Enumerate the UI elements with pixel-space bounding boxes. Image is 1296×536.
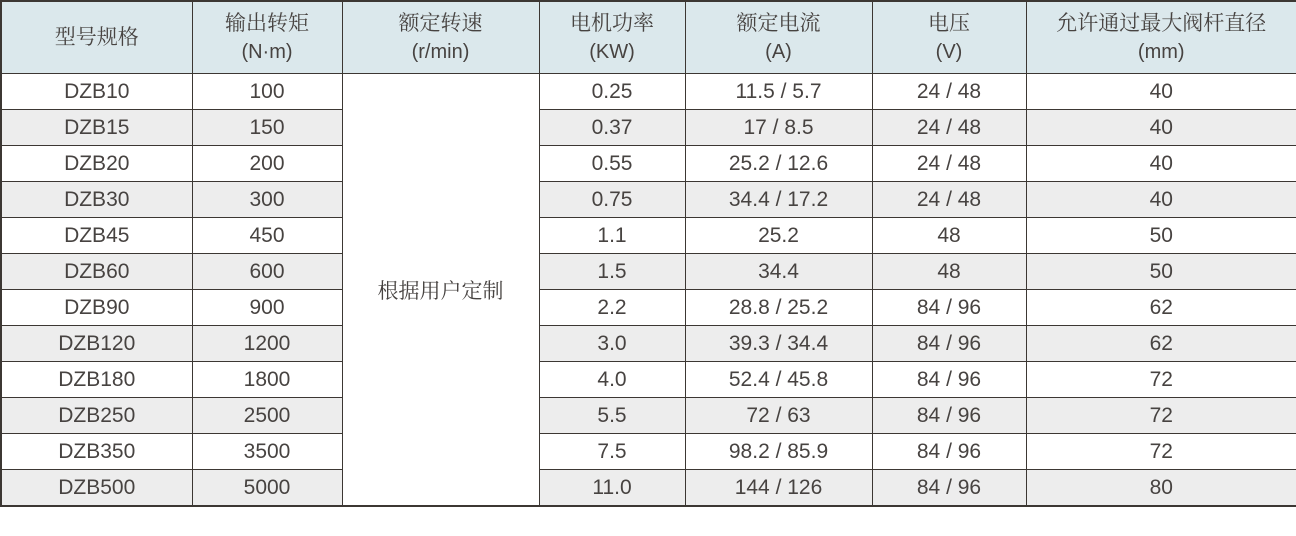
table-row bbox=[1, 326, 1296, 362]
cell-current: 34.4 / 17.2 bbox=[685, 182, 872, 218]
cell-model: DZB250 bbox=[1, 398, 192, 434]
cell-stem-diameter: 72 bbox=[1026, 434, 1296, 470]
table-row bbox=[1, 434, 1296, 470]
cell-model: DZB90 bbox=[1, 290, 192, 326]
cell-power: 11.0 bbox=[539, 470, 685, 507]
cell-stem-diameter: 62 bbox=[1026, 290, 1296, 326]
cell-stem-diameter: 62 bbox=[1026, 326, 1296, 362]
cell-torque: 1200 bbox=[192, 326, 342, 362]
header-unit: (N·m) bbox=[241, 40, 293, 63]
table-header bbox=[1, 1, 1296, 74]
table-row bbox=[1, 74, 1296, 110]
cell-torque: 1800 bbox=[192, 362, 342, 398]
cell-current: 144 / 126 bbox=[685, 470, 872, 507]
cell-power: 0.25 bbox=[539, 74, 685, 110]
table-row bbox=[1, 218, 1296, 254]
cell-voltage: 84 / 96 bbox=[872, 362, 1026, 398]
cell-power: 0.55 bbox=[539, 146, 685, 182]
table-row bbox=[1, 182, 1296, 218]
cell-torque: 100 bbox=[192, 74, 342, 110]
cell-model: DZB15 bbox=[1, 110, 192, 146]
cell-stem-diameter: 40 bbox=[1026, 146, 1296, 182]
cell-current: 11.5 / 5.7 bbox=[685, 74, 872, 110]
cell-power: 3.0 bbox=[539, 326, 685, 362]
cell-current: 39.3 / 34.4 bbox=[685, 326, 872, 362]
cell-power: 2.2 bbox=[539, 290, 685, 326]
cell-stem-diameter: 72 bbox=[1026, 362, 1296, 398]
cell-power: 5.5 bbox=[539, 398, 685, 434]
cell-stem-diameter: 50 bbox=[1026, 218, 1296, 254]
table-body bbox=[1, 74, 1296, 507]
cell-voltage: 84 / 96 bbox=[872, 290, 1026, 326]
col-header-model bbox=[1, 1, 192, 74]
cell-torque: 2500 bbox=[192, 398, 342, 434]
cell-model: DZB30 bbox=[1, 182, 192, 218]
table-row bbox=[1, 254, 1296, 290]
cell-stem-diameter: 40 bbox=[1026, 110, 1296, 146]
table-row bbox=[1, 470, 1296, 507]
header-title: 型号规格 bbox=[54, 25, 139, 49]
cell-current: 98.2 / 85.9 bbox=[685, 434, 872, 470]
header-title: 允许通过最大阀杆直径 bbox=[1056, 11, 1267, 35]
header-title: 额定电流 bbox=[736, 11, 821, 35]
cell-torque: 900 bbox=[192, 290, 342, 326]
col-header-speed bbox=[342, 1, 539, 74]
cell-model: DZB500 bbox=[1, 470, 192, 507]
cell-voltage: 24 / 48 bbox=[872, 110, 1026, 146]
cell-stem-diameter: 40 bbox=[1026, 182, 1296, 218]
cell-model: DZB45 bbox=[1, 218, 192, 254]
cell-torque: 200 bbox=[192, 146, 342, 182]
header-title: 额定转速 bbox=[398, 11, 483, 35]
cell-power: 7.5 bbox=[539, 434, 685, 470]
cell-voltage: 24 / 48 bbox=[872, 74, 1026, 110]
header-unit: (A) bbox=[765, 40, 792, 63]
col-header-torque bbox=[192, 1, 342, 74]
cell-torque: 600 bbox=[192, 254, 342, 290]
cell-torque: 3500 bbox=[192, 434, 342, 470]
cell-voltage: 24 / 48 bbox=[872, 146, 1026, 182]
cell-power: 1.1 bbox=[539, 218, 685, 254]
cell-model: DZB20 bbox=[1, 146, 192, 182]
cell-current: 17 / 8.5 bbox=[685, 110, 872, 146]
table-row bbox=[1, 146, 1296, 182]
cell-power: 4.0 bbox=[539, 362, 685, 398]
col-header-power bbox=[539, 1, 685, 74]
cell-power: 0.37 bbox=[539, 110, 685, 146]
cell-torque: 450 bbox=[192, 218, 342, 254]
cell-current: 52.4 / 45.8 bbox=[685, 362, 872, 398]
cell-voltage: 24 / 48 bbox=[872, 182, 1026, 218]
cell-model: DZB180 bbox=[1, 362, 192, 398]
cell-current: 72 / 63 bbox=[685, 398, 872, 434]
header-title: 电机功率 bbox=[570, 11, 654, 35]
table-row bbox=[1, 398, 1296, 434]
cell-current: 25.2 bbox=[685, 218, 872, 254]
cell-model: DZB120 bbox=[1, 326, 192, 362]
cell-voltage: 48 bbox=[872, 254, 1026, 290]
cell-torque: 300 bbox=[192, 182, 342, 218]
cell-current: 25.2 / 12.6 bbox=[685, 146, 872, 182]
cell-power: 1.5 bbox=[539, 254, 685, 290]
cell-current: 34.4 bbox=[685, 254, 872, 290]
cell-voltage: 84 / 96 bbox=[872, 470, 1026, 507]
cell-power: 0.75 bbox=[539, 182, 685, 218]
cell-model: DZB10 bbox=[1, 74, 192, 110]
header-unit: (mm) bbox=[1137, 40, 1185, 63]
table-row bbox=[1, 362, 1296, 398]
cell-stem-diameter: 40 bbox=[1026, 74, 1296, 110]
table-row bbox=[1, 290, 1296, 326]
cell-stem-diameter: 50 bbox=[1026, 254, 1296, 290]
header-row bbox=[1, 1, 1296, 74]
header-title: 电压 bbox=[928, 11, 970, 35]
header-title: 输出转矩 bbox=[225, 11, 309, 35]
cell-torque: 5000 bbox=[192, 470, 342, 507]
cell-voltage: 84 / 96 bbox=[872, 398, 1026, 434]
header-unit: (r/min) bbox=[411, 40, 470, 63]
col-header-current bbox=[685, 1, 872, 74]
header-unit: (KW) bbox=[589, 40, 635, 63]
cell-voltage: 84 / 96 bbox=[872, 326, 1026, 362]
cell-model: DZB60 bbox=[1, 254, 192, 290]
table-row bbox=[1, 110, 1296, 146]
cell-speed-merged: 根据用户定制 bbox=[342, 74, 539, 507]
col-header-voltage bbox=[872, 1, 1026, 74]
cell-model: DZB350 bbox=[1, 434, 192, 470]
cell-voltage: 48 bbox=[872, 218, 1026, 254]
cell-voltage: 84 / 96 bbox=[872, 434, 1026, 470]
cell-stem-diameter: 80 bbox=[1026, 470, 1296, 507]
col-header-stem-diameter bbox=[1026, 1, 1296, 74]
cell-stem-diameter: 72 bbox=[1026, 398, 1296, 434]
cell-torque: 150 bbox=[192, 110, 342, 146]
header-unit: (V) bbox=[935, 40, 963, 63]
cell-current: 28.8 / 25.2 bbox=[685, 290, 872, 326]
